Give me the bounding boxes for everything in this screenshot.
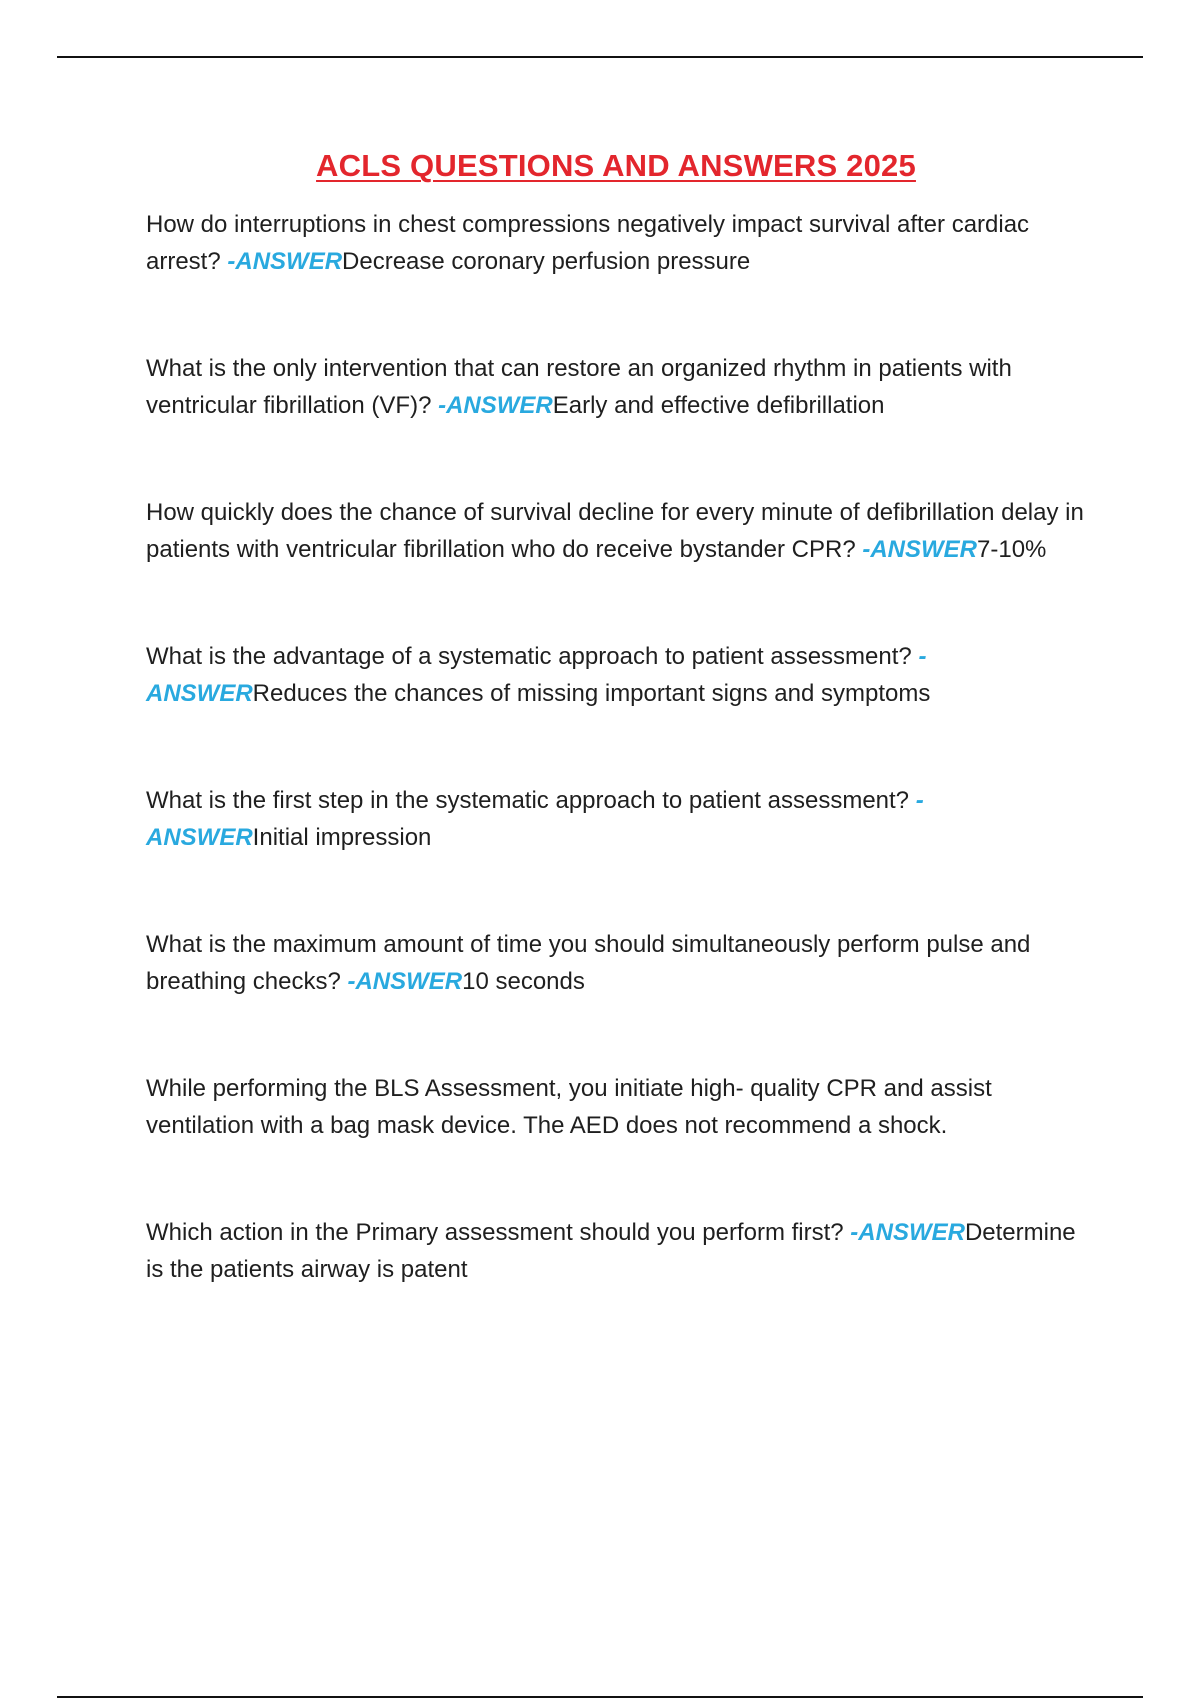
answer-marker: -ANSWER — [850, 1219, 965, 1246]
answer-text: Determine is the patients airway is patent — [146, 1219, 1076, 1283]
question-text: What is the maximum amount of time you should simultaneously perform pulse and breathing checks? — [146, 931, 1031, 995]
question-text: While performing the BLS Assessment, you initiate high- quality CPR and assist ventilation with a bag mask device. The AED does not recommend a shock. — [146, 1075, 992, 1139]
answer-text: Decrease coronary perfusion pressure — [342, 248, 751, 275]
question-text: What is the only intervention that can restore an organized rhythm in patients with ventricular fibrillation (VF)? — [146, 355, 1012, 419]
qa-item — [146, 494, 1086, 568]
answer-text: 7-10% — [977, 536, 1047, 563]
qa-item — [146, 1214, 1086, 1288]
answer-marker: -ANSWER — [146, 643, 927, 707]
answer-text: 10 seconds — [462, 968, 585, 995]
question-text: What is the advantage of a systematic approach to patient assessment? — [146, 643, 919, 670]
top-rule — [57, 56, 1143, 58]
answer-text: Reduces the chances of missing important signs and symptoms — [252, 680, 931, 707]
answer-marker: -ANSWER — [438, 392, 553, 419]
qa-item — [146, 1070, 1086, 1144]
qa-item — [146, 206, 1086, 280]
qa-item — [146, 638, 1086, 712]
answer-text: Initial impression — [252, 824, 432, 851]
answer-marker: -ANSWER — [862, 536, 977, 563]
qa-item — [146, 350, 1086, 424]
question-text: Which action in the Primary assessment should you perform first? — [146, 1219, 851, 1246]
qa-list — [146, 206, 1086, 1288]
answer-marker: -ANSWER — [146, 787, 924, 851]
question-text: What is the first step in the systematic approach to patient assessment? — [146, 787, 916, 814]
answer-marker: -ANSWER — [227, 248, 343, 275]
page-title: ACLS QUESTIONS AND ANSWERS 2025 — [316, 148, 916, 183]
question-text: How quickly does the chance of survival decline for every minute of defibrillation delay in patients with ventricular fibrillation who do receive bystander CPR? — [146, 499, 1084, 563]
qa-item — [146, 926, 1086, 1000]
question-text: How do interruptions in chest compressions negatively impact survival after cardiac arrest? — [146, 211, 1030, 275]
qa-item — [146, 782, 1086, 856]
answer-text: Early and effective defibrillation — [552, 392, 885, 419]
bottom-rule — [57, 1696, 1143, 1698]
answer-marker: -ANSWER — [347, 968, 463, 995]
